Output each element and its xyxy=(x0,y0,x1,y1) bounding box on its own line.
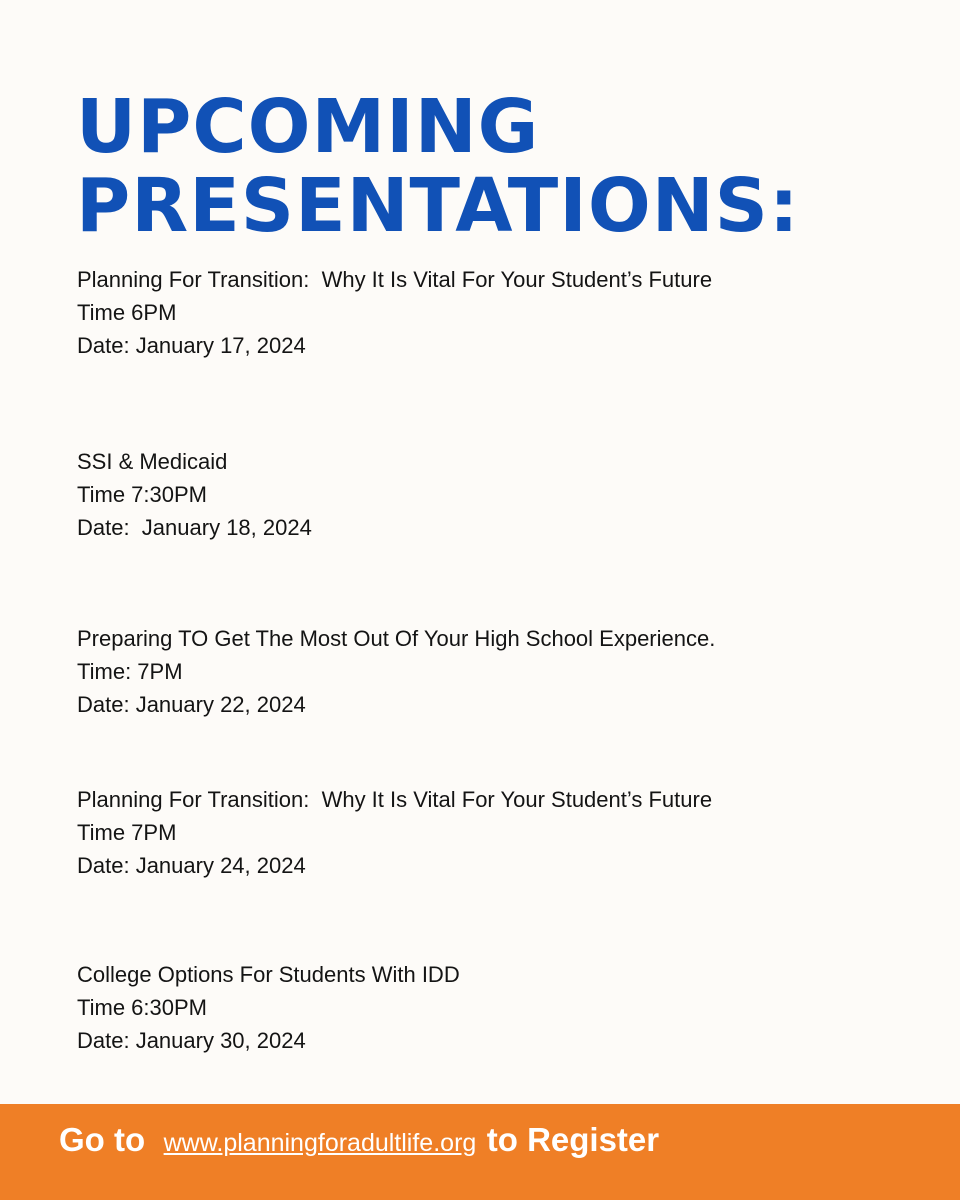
presentation-time: Time 6PM xyxy=(77,300,177,325)
headline-line-2: PRESENTATIONS: xyxy=(76,163,800,249)
register-footer-bar xyxy=(0,1104,960,1200)
footer-prefix: Go to xyxy=(59,1121,146,1158)
presentation-time: Time 6:30PM xyxy=(77,995,208,1020)
presentation-time: Time 7PM xyxy=(77,820,177,845)
presentation-time: Time: 7PM xyxy=(77,659,183,684)
presentation-title: Preparing TO Get The Most Out Of Your High School Experience. xyxy=(77,626,716,651)
presentation-title: Planning For Transition: Why It Is Vital For Your Student’s Future xyxy=(77,787,713,812)
presentation-date: Date: January 22, 2024 xyxy=(77,692,306,717)
page-headline xyxy=(76,84,800,249)
footer-message xyxy=(59,1120,659,1167)
presentation-title: Planning For Transition: Why It Is Vital For Your Student’s Future xyxy=(77,267,713,292)
presentation-date: Date: January 18, 2024 xyxy=(77,515,312,540)
footer-suffix: to Register xyxy=(486,1121,660,1158)
registration-link[interactable]: www.planningforadultlife.org xyxy=(163,1129,477,1157)
presentation-item xyxy=(77,263,712,362)
presentation-date: Date: January 30, 2024 xyxy=(77,1028,306,1053)
presentation-item xyxy=(77,783,712,882)
headline-line-1: UPCOMING xyxy=(76,84,540,170)
presentation-date: Date: January 17, 2024 xyxy=(77,333,306,358)
presentation-item xyxy=(77,622,715,721)
presentation-title: SSI & Medicaid xyxy=(77,449,228,474)
presentation-item xyxy=(77,958,460,1057)
presentation-title: College Options For Students With IDD xyxy=(77,962,460,987)
presentation-item xyxy=(77,445,312,544)
presentation-time: Time 7:30PM xyxy=(77,482,208,507)
presentation-date: Date: January 24, 2024 xyxy=(77,853,306,878)
